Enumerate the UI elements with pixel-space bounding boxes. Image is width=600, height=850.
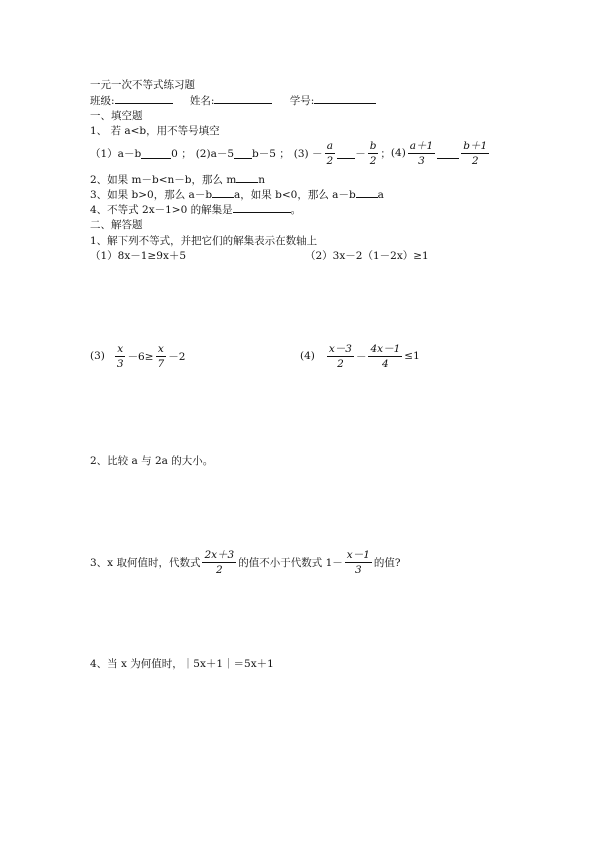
s1-q2-text-end: n — [258, 174, 266, 186]
s1-q1-p4-frac-b — [461, 140, 489, 167]
section2-heading: 二、解答题 — [90, 219, 143, 231]
s1-q1-p4-frac-a — [408, 140, 435, 167]
frac-den: 2 — [216, 563, 223, 576]
student-info-row — [90, 93, 376, 108]
s1-q3-text-end: a — [377, 189, 384, 201]
frac-num: a — [326, 139, 333, 152]
frac-num: 2x＋3 — [204, 548, 235, 561]
s1-q1-parts — [90, 140, 491, 166]
s1-q4-blank[interactable] — [233, 202, 291, 213]
s1-q1-p3-blank[interactable] — [337, 148, 355, 159]
s1-q3 — [90, 187, 384, 202]
s2-q1-p2: （2）3x－2（1－2x）≥1 — [305, 250, 429, 262]
frac-num: x－1 — [346, 548, 370, 561]
frac-den: 3 — [116, 357, 124, 370]
s1-q3-blank-2[interactable] — [356, 187, 378, 198]
s2-q1-p3-mid: －6≥ — [127, 350, 154, 363]
class-label: 班级: — [90, 95, 115, 107]
s1-q1-p2-blank[interactable] — [234, 148, 252, 159]
s2-q3-frac-2 — [345, 549, 372, 576]
name-blank[interactable] — [214, 93, 272, 104]
student-id-blank[interactable] — [314, 93, 376, 104]
s1-q1-p3-frac-b — [368, 140, 379, 167]
frac-num: x — [157, 342, 164, 355]
s2-q3-text-end: 的值? — [373, 556, 401, 569]
s1-q1-p1-blank[interactable] — [141, 148, 171, 159]
frac-num: a＋1 — [409, 139, 434, 152]
frac-den: 2 — [369, 154, 377, 167]
frac-num: x－3 — [328, 342, 352, 355]
s2-q1-p3-label: (3) — [90, 350, 105, 362]
s1-q4-text-end: 。 — [290, 204, 302, 216]
worksheet-title: 一元一次不等式练习题 — [90, 79, 195, 91]
s2-q3-text-mid: 的值不小于代数式 1－ — [238, 556, 343, 569]
s2-q3-text: 3、x 取何值时，代数式 — [90, 556, 201, 569]
s1-q3-text-mid: a，如果 b<0，那么 a－b — [234, 189, 356, 201]
s2-q1-p3 — [90, 342, 185, 370]
s2-q1-p3-frac-2 — [156, 343, 167, 370]
s1-q1-p2-end: b－5 ； — [252, 147, 290, 160]
s1-q1-p3: (3) － — [293, 147, 323, 160]
s2-q1-p4-frac-1 — [327, 343, 354, 370]
s1-q1-p1: （1）a－b — [90, 147, 142, 160]
s2-q1-stem: 1、解下列不等式，并把它们的解集表示在数轴上 — [90, 235, 318, 247]
s2-q1-p4-mid: － — [355, 350, 367, 363]
s2-q4: 4、当 x 为何值时，｜5x＋1｜＝5x＋1 — [90, 658, 274, 670]
s1-q3-blank-1[interactable] — [212, 187, 234, 198]
s2-q3 — [90, 548, 401, 576]
frac-num: x — [117, 342, 124, 355]
s2-q1-p4-frac-2 — [368, 343, 402, 370]
frac-num: 4x－1 — [370, 342, 401, 355]
s1-q1-p4-blank[interactable] — [437, 148, 459, 159]
s2-q1-p4-label: (4) — [300, 350, 315, 362]
frac-den: 3 — [354, 563, 362, 576]
student-id-label: 学号: — [289, 95, 315, 107]
s1-q4 — [90, 202, 301, 217]
s1-q1-p3-frac-a — [325, 140, 336, 167]
s2-q1-p1: （1）8x－1≥9x＋5 — [90, 250, 187, 262]
s1-q1-p3-end: ； — [380, 147, 391, 160]
s2-q1-p4-end: ≤1 — [404, 350, 420, 362]
s1-q1-p3-mid: － — [355, 147, 366, 160]
frac-den: 2 — [471, 154, 479, 167]
s1-q2-blank[interactable] — [236, 172, 258, 183]
class-blank[interactable] — [115, 93, 173, 104]
s2-q1-p3-frac-1 — [115, 343, 126, 370]
s2-q2: 2、比较 a 与 2a 的大小。 — [90, 455, 214, 467]
s1-q2-text: 2、如果 m－b<n－b，那么 m — [90, 174, 237, 186]
s1-q1-p2: (2)a－5 — [195, 147, 235, 160]
s1-q1-p4: (4) — [390, 147, 406, 159]
s2-q3-frac-1 — [202, 549, 236, 576]
s2-q1-p3-end: －2 — [168, 350, 186, 363]
frac-num: b — [369, 139, 377, 152]
frac-den: 2 — [326, 154, 334, 167]
s1-q4-text: 4、不等式 2x－1>0 的解集是 — [90, 204, 233, 216]
s1-q1-stem: 1、 若 a<b，用不等号填空 — [90, 125, 220, 137]
frac-den: 4 — [382, 357, 389, 370]
frac-den: 3 — [418, 154, 425, 167]
section1-heading: 一、填空题 — [90, 110, 143, 122]
s1-q3-text: 3、如果 b>0，那么 a－b — [90, 189, 213, 201]
frac-den: 2 — [337, 357, 344, 370]
frac-den: 7 — [157, 357, 165, 370]
frac-num: b＋1 — [463, 139, 488, 152]
name-label: 姓名: — [189, 95, 215, 107]
s1-q2 — [90, 172, 265, 187]
s1-q1-p1-end: 0 ； — [171, 147, 192, 160]
s2-q1-p4 — [300, 342, 420, 370]
